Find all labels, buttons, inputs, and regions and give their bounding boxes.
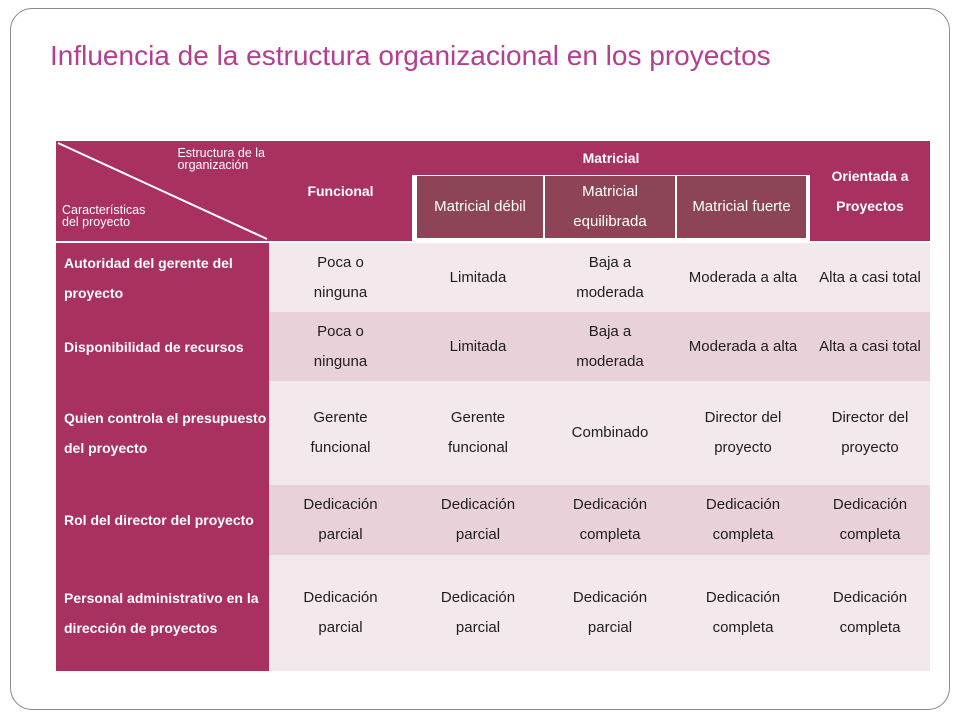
corner-top-line2: organización: [177, 158, 249, 172]
table-cell: Combinado: [544, 381, 676, 485]
table-cell: Dedicación completa: [676, 485, 810, 555]
header-matricial-fuerte: Matricial fuerte: [676, 175, 807, 239]
table-cell: Dedicación completa: [810, 555, 930, 671]
table-cell: Dedicación completa: [544, 485, 676, 555]
row-label-personal-administrativo: Personal administrativo en la dirección de proyectos: [56, 555, 269, 671]
row-label-presupuesto: Quien controla el presupuesto del proyecto: [56, 381, 269, 485]
header-orientada: Orientada a Proyectos: [810, 141, 930, 241]
corner-top-line1: Estructura de la: [177, 146, 265, 160]
row-label-rol-director: Rol del director del proyecto: [56, 485, 269, 555]
table-cell: Alta a casi total: [810, 243, 930, 312]
table-cell: Alta a casi total: [810, 312, 930, 381]
corner-structure-label: [177, 147, 265, 171]
table-cell: Baja a moderada: [544, 243, 676, 312]
table-cell: Director del proyecto: [810, 381, 930, 485]
table-cell: Director del proyecto: [676, 381, 810, 485]
table-cell: Moderada a alta: [676, 312, 810, 381]
table-cell: Gerente funcional: [412, 381, 544, 485]
table-cell: Limitada: [412, 312, 544, 381]
table-cell: Gerente funcional: [269, 381, 412, 485]
table-cell: Dedicación parcial: [269, 485, 412, 555]
header-matricial-debil: Matricial débil: [416, 175, 544, 239]
corner-header-cell: [56, 141, 269, 241]
header-funcional: Funcional: [269, 141, 412, 241]
table-cell: Dedicación parcial: [544, 555, 676, 671]
table-cell: Dedicación completa: [810, 485, 930, 555]
corner-bottom-line2: del proyecto: [62, 215, 131, 229]
table-cell: Dedicación parcial: [412, 555, 544, 671]
slide-title: Influencia de la estructura organizacional en los proyectos: [50, 40, 771, 71]
table-cell: Moderada a alta: [676, 243, 810, 312]
corner-characteristics-label: [62, 204, 145, 228]
corner-bottom-line1: Características: [62, 203, 146, 217]
table-cell: Limitada: [412, 243, 544, 312]
header-matricial-equilibrada: Matricial equilibrada: [544, 175, 676, 239]
header-matricial: Matricial: [412, 141, 810, 175]
table-cell: Dedicación parcial: [269, 555, 412, 671]
comparison-table: [56, 141, 930, 671]
row-label-disponibilidad: Disponibilidad de recursos: [56, 312, 269, 381]
table-cell: Dedicación completa: [676, 555, 810, 671]
row-label-autoridad: Autoridad del gerente del proyecto: [56, 243, 269, 312]
table-cell: Poca o ninguna: [269, 312, 412, 381]
table-cell: Dedicación parcial: [412, 485, 544, 555]
table-cell: Baja a moderada: [544, 312, 676, 381]
table-cell: Poca o ninguna: [269, 243, 412, 312]
